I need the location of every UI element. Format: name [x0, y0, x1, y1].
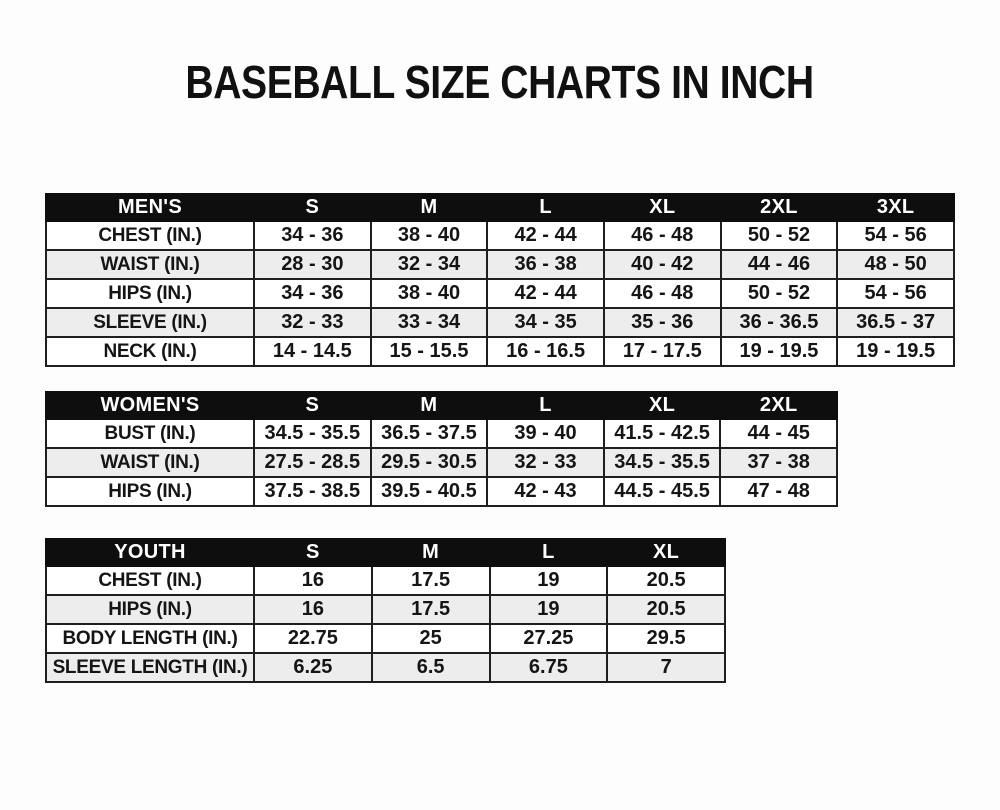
size-value-cell: 35 - 36: [604, 308, 721, 337]
size-value-cell: 7: [607, 653, 725, 682]
row-label-cell: HIPS (IN.): [46, 595, 254, 624]
womens-header-row: [46, 392, 837, 419]
mens-table-row: [46, 250, 954, 279]
size-value-cell: 14 - 14.5: [254, 337, 371, 366]
youth-table-row: [46, 566, 725, 595]
youth-size-table-section: [45, 538, 1000, 683]
row-label-cell: HIPS (IN.): [46, 279, 254, 308]
row-label-cell: BODY LENGTH (IN.): [46, 624, 254, 653]
size-value-cell: 38 - 40: [371, 279, 488, 308]
size-value-cell: 34 - 36: [254, 279, 371, 308]
size-value-cell: 48 - 50: [837, 250, 954, 279]
size-value-cell: 34 - 35: [487, 308, 604, 337]
size-value-cell: 50 - 52: [721, 279, 838, 308]
size-value-cell: 15 - 15.5: [371, 337, 488, 366]
size-value-cell: 42 - 44: [487, 221, 604, 250]
size-value-cell: 28 - 30: [254, 250, 371, 279]
size-value-cell: 36 - 38: [487, 250, 604, 279]
row-label-cell: WAIST (IN.): [46, 250, 254, 279]
mens-size-column-header: L: [487, 194, 604, 221]
size-value-cell: 33 - 34: [371, 308, 488, 337]
size-value-cell: 27.25: [490, 624, 608, 653]
size-value-cell: 17 - 17.5: [604, 337, 721, 366]
womens-size-table: [45, 391, 838, 507]
size-value-cell: 37 - 38: [720, 448, 837, 477]
size-value-cell: 20.5: [607, 566, 725, 595]
size-value-cell: 27.5 - 28.5: [254, 448, 371, 477]
mens-size-column-header: M: [371, 194, 488, 221]
size-value-cell: 39.5 - 40.5: [371, 477, 488, 506]
womens-size-column-header: XL: [604, 392, 721, 419]
size-value-cell: 6.5: [372, 653, 490, 682]
mens-table-row: [46, 221, 954, 250]
womens-size-column-header: M: [371, 392, 488, 419]
size-value-cell: 44.5 - 45.5: [604, 477, 721, 506]
size-value-cell: 17.5: [372, 595, 490, 624]
size-value-cell: 17.5: [372, 566, 490, 595]
size-value-cell: 20.5: [607, 595, 725, 624]
size-value-cell: 6.25: [254, 653, 372, 682]
size-value-cell: 19: [490, 566, 608, 595]
size-value-cell: 46 - 48: [604, 279, 721, 308]
size-value-cell: 54 - 56: [837, 279, 954, 308]
size-value-cell: 38 - 40: [371, 221, 488, 250]
youth-size-column-header: M: [372, 539, 490, 566]
size-value-cell: 36 - 36.5: [721, 308, 838, 337]
youth-table-row: [46, 624, 725, 653]
size-value-cell: 25: [372, 624, 490, 653]
mens-size-column-header: XL: [604, 194, 721, 221]
mens-header-row: [46, 194, 954, 221]
size-value-cell: 19 - 19.5: [837, 337, 954, 366]
size-value-cell: 16: [254, 595, 372, 624]
size-value-cell: 47 - 48: [720, 477, 837, 506]
size-value-cell: 36.5 - 37.5: [371, 419, 488, 448]
youth-group-header-cell: YOUTH: [46, 539, 254, 566]
page-title-text: BASEBALL SIZE CHARTS IN INCH: [185, 56, 815, 108]
womens-table-row: [46, 477, 837, 506]
size-value-cell: 34.5 - 35.5: [254, 419, 371, 448]
row-label-cell: WAIST (IN.): [46, 448, 254, 477]
womens-size-column-header: 2XL: [720, 392, 837, 419]
size-value-cell: 29.5 - 30.5: [371, 448, 488, 477]
row-label-cell: NECK (IN.): [46, 337, 254, 366]
size-value-cell: 37.5 - 38.5: [254, 477, 371, 506]
size-value-cell: 32 - 33: [487, 448, 604, 477]
youth-size-column-header: XL: [607, 539, 725, 566]
youth-table-row: [46, 595, 725, 624]
row-label-cell: SLEEVE (IN.): [46, 308, 254, 337]
size-value-cell: 54 - 56: [837, 221, 954, 250]
row-label-cell: BUST (IN.): [46, 419, 254, 448]
mens-size-column-header: S: [254, 194, 371, 221]
size-value-cell: 34 - 36: [254, 221, 371, 250]
youth-size-column-header: S: [254, 539, 372, 566]
size-value-cell: 36.5 - 37: [837, 308, 954, 337]
page-title: [0, 58, 1000, 106]
row-label-cell: SLEEVE LENGTH (IN.): [46, 653, 254, 682]
womens-size-column-header: S: [254, 392, 371, 419]
size-value-cell: 40 - 42: [604, 250, 721, 279]
mens-table-row: [46, 279, 954, 308]
size-value-cell: 46 - 48: [604, 221, 721, 250]
size-value-cell: 32 - 33: [254, 308, 371, 337]
size-value-cell: 44 - 45: [720, 419, 837, 448]
size-value-cell: 6.75: [490, 653, 608, 682]
size-value-cell: 16 - 16.5: [487, 337, 604, 366]
mens-table-row: [46, 337, 954, 366]
size-value-cell: 34.5 - 35.5: [604, 448, 721, 477]
mens-size-table: [45, 193, 955, 367]
size-value-cell: 42 - 43: [487, 477, 604, 506]
youth-header-row: [46, 539, 725, 566]
size-value-cell: 32 - 34: [371, 250, 488, 279]
womens-group-header-cell: WOMEN'S: [46, 392, 254, 419]
mens-size-table-section: [45, 193, 1000, 367]
size-value-cell: 39 - 40: [487, 419, 604, 448]
womens-size-table-section: [45, 391, 1000, 507]
mens-size-column-header: 3XL: [837, 194, 954, 221]
size-value-cell: 19 - 19.5: [721, 337, 838, 366]
size-value-cell: 19: [490, 595, 608, 624]
mens-size-column-header: 2XL: [721, 194, 838, 221]
size-value-cell: 44 - 46: [721, 250, 838, 279]
size-value-cell: 22.75: [254, 624, 372, 653]
youth-size-table: [45, 538, 726, 683]
size-value-cell: 16: [254, 566, 372, 595]
size-value-cell: 29.5: [607, 624, 725, 653]
youth-table-row: [46, 653, 725, 682]
size-value-cell: 50 - 52: [721, 221, 838, 250]
row-label-cell: CHEST (IN.): [46, 221, 254, 250]
size-value-cell: 41.5 - 42.5: [604, 419, 721, 448]
mens-group-header-cell: MEN'S: [46, 194, 254, 221]
row-label-cell: CHEST (IN.): [46, 566, 254, 595]
size-chart-page: [0, 58, 1000, 810]
row-label-cell: HIPS (IN.): [46, 477, 254, 506]
mens-table-row: [46, 308, 954, 337]
womens-table-row: [46, 419, 837, 448]
size-value-cell: 42 - 44: [487, 279, 604, 308]
womens-table-row: [46, 448, 837, 477]
youth-size-column-header: L: [490, 539, 608, 566]
womens-size-column-header: L: [487, 392, 604, 419]
